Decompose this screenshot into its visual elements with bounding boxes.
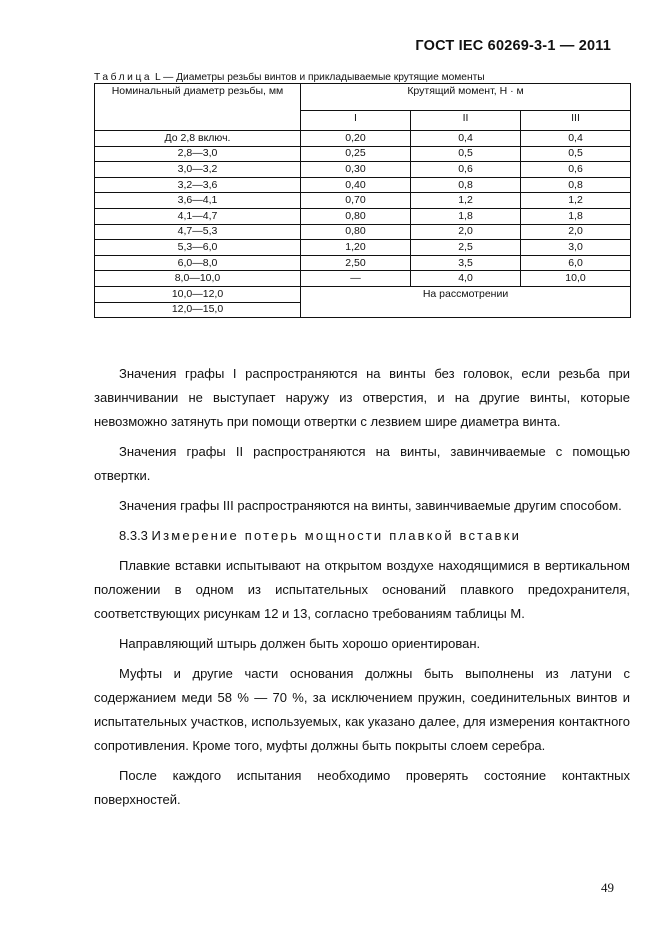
cell-torque-i: 0,80 xyxy=(301,208,411,224)
cell-diameter: 3,2—3,6 xyxy=(95,177,301,193)
cell-torque-i: 1,20 xyxy=(301,240,411,256)
section-heading xyxy=(94,524,630,548)
cell-torque-ii: 0,4 xyxy=(411,131,521,147)
cell-diameter: До 2,8 включ. xyxy=(95,131,301,147)
cell-torque-iii: 0,6 xyxy=(521,162,631,178)
document-header: ГОСТ IEC 60269-3-1 — 2011 xyxy=(415,38,611,54)
cell-torque-i: 0,40 xyxy=(301,177,411,193)
cell-diameter: 12,0—15,0 xyxy=(95,302,301,318)
cell-diameter: 4,7—5,3 xyxy=(95,224,301,240)
cell-torque-ii: 1,8 xyxy=(411,208,521,224)
cell-diameter: 6,0—8,0 xyxy=(95,255,301,271)
cell-diameter: 2,8—3,0 xyxy=(95,146,301,162)
table-row xyxy=(95,240,631,256)
cell-torque-iii: 0,8 xyxy=(521,177,631,193)
cell-torque-i: — xyxy=(301,271,411,287)
table-caption-prefix: Таблица xyxy=(94,72,153,83)
table-row xyxy=(95,255,631,271)
table-row xyxy=(95,208,631,224)
cell-torque-iii: 6,0 xyxy=(521,255,631,271)
cell-torque-ii: 4,0 xyxy=(411,271,521,287)
cell-torque-i: 0,80 xyxy=(301,224,411,240)
table-row xyxy=(95,286,631,302)
cell-diameter: 3,6—4,1 xyxy=(95,193,301,209)
subcolumn-header-iii: III xyxy=(521,111,631,131)
cell-diameter: 3,0—3,2 xyxy=(95,162,301,178)
table-row xyxy=(95,177,631,193)
paragraph: После каждого испытания необходимо проверять состояние контактных поверхностей. xyxy=(94,768,630,807)
table-caption-text: L — Диаметры резьбы винтов и прикладываемые крутящие моменты xyxy=(155,72,485,83)
cell-torque-iii: 10,0 xyxy=(521,271,631,287)
cell-torque-i: 0,30 xyxy=(301,162,411,178)
cell-under-consideration: На рассмотрении xyxy=(301,286,631,317)
torque-table xyxy=(94,83,631,318)
cell-torque-i: 0,25 xyxy=(301,146,411,162)
cell-torque-i: 2,50 xyxy=(301,255,411,271)
subcolumn-header-i: I xyxy=(301,111,411,131)
cell-torque-ii: 1,2 xyxy=(411,193,521,209)
cell-torque-iii: 0,4 xyxy=(521,131,631,147)
cell-torque-i: 0,20 xyxy=(301,131,411,147)
cell-torque-i: 0,70 xyxy=(301,193,411,209)
table-row xyxy=(95,146,631,162)
table-caption xyxy=(94,72,485,83)
cell-torque-iii: 2,0 xyxy=(521,224,631,240)
cell-diameter: 4,1—4,7 xyxy=(95,208,301,224)
subcolumn-header-ii: II xyxy=(411,111,521,131)
cell-torque-ii: 0,8 xyxy=(411,177,521,193)
table-row xyxy=(95,193,631,209)
paragraph: Значения графы III распространяются на винты, завинчиваемые другим способом. xyxy=(119,498,622,513)
cell-torque-iii: 3,0 xyxy=(521,240,631,256)
paragraph: Плавкие вставки испытывают на открытом воздухе находящимися в вертикальном положении в одном из испытательных оснований плавкого предохранителя, соответствующих рисункам 12 и 13, согласно требованиям таблицы М. xyxy=(94,558,630,621)
cell-diameter: 8,0—10,0 xyxy=(95,271,301,287)
cell-torque-iii: 0,5 xyxy=(521,146,631,162)
page-number: 49 xyxy=(601,880,614,895)
table-row xyxy=(95,162,631,178)
section-title: Измерение потерь мощности плавкой вставки xyxy=(151,528,522,543)
table-row xyxy=(95,224,631,240)
table-row xyxy=(95,131,631,147)
cell-torque-ii: 0,6 xyxy=(411,162,521,178)
cell-torque-ii: 2,5 xyxy=(411,240,521,256)
paragraph: Направляющий штырь должен быть хорошо ориентирован. xyxy=(119,636,481,651)
cell-torque-iii: 1,8 xyxy=(521,208,631,224)
diameter-column-header: Номинальный диаметр резьбы, мм xyxy=(95,84,301,131)
cell-torque-ii: 3,5 xyxy=(411,255,521,271)
body-text xyxy=(94,362,630,812)
cell-diameter: 5,3—6,0 xyxy=(95,240,301,256)
table-row xyxy=(95,271,631,287)
cell-torque-iii: 1,2 xyxy=(521,193,631,209)
paragraph: Значения графы II распространяются на винты, завинчиваемые с помощью отвертки. xyxy=(94,444,630,483)
torque-column-header: Крутящий момент, Н · м xyxy=(301,84,631,111)
cell-torque-ii: 2,0 xyxy=(411,224,521,240)
section-number: 8.3.3 xyxy=(119,528,148,543)
cell-diameter: 10,0—12,0 xyxy=(95,286,301,302)
cell-torque-ii: 0,5 xyxy=(411,146,521,162)
paragraph: Муфты и другие части основания должны быть выполнены из латуни с содержанием меди 58 % — 70 %, за исключением пружин, соединительных винтов и испытательных участков, используемых, как указано далее, для измерения контактного сопротивления. Кроме того, муфты должны быть покрыты слоем серебра. xyxy=(94,666,630,753)
paragraph: Значения графы I распространяются на винты без головок, если резьба при завинчивании не выступает наружу из отверстия, и на другие винты, которые невозможно затянуть при помощи отвертки с лезвием шире диаметра винта. xyxy=(94,366,630,429)
